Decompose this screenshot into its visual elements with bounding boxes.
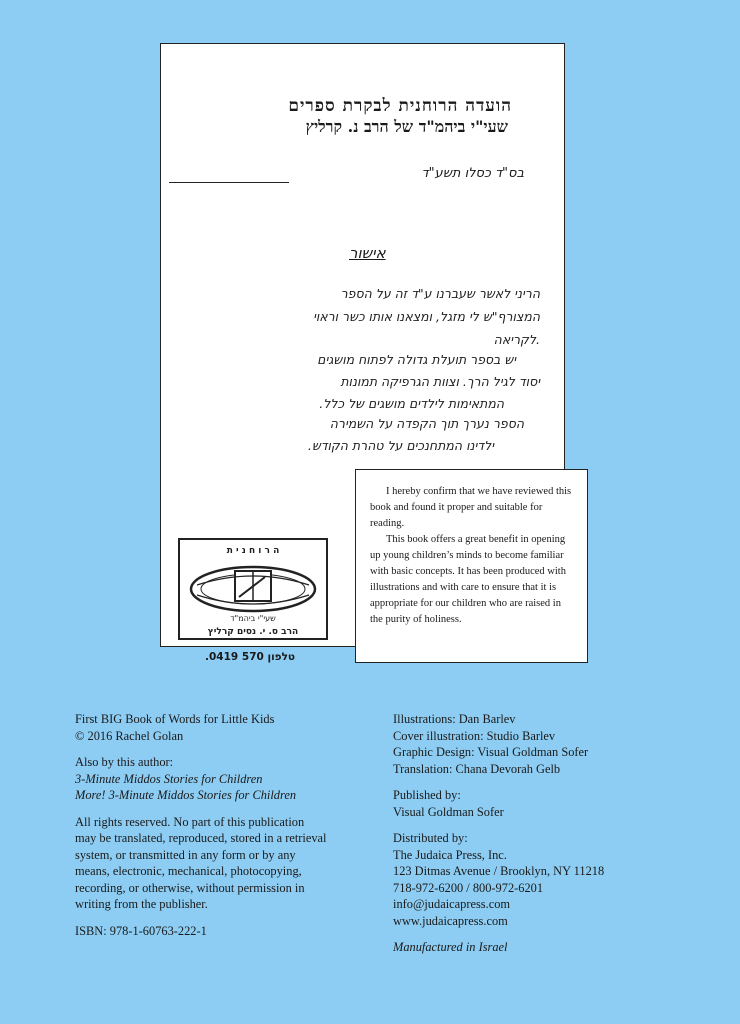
approval-title: אישור	[349, 244, 386, 262]
rabbinical-stamp	[177, 537, 329, 641]
translation-box	[355, 469, 588, 663]
copyright: © 2016 Rachel Golan	[75, 728, 184, 743]
distributor-line: The Judaica Press, Inc.	[393, 847, 507, 862]
distributor-line: 718-972-6200 / 800-972-6201	[393, 880, 544, 895]
letter-line: יסוד לגיל הרך. וצוות הגרפיקה תמונות	[340, 374, 540, 389]
distributor-line: 123 Ditmas Avenue / Brooklyn, NY 11218	[393, 864, 605, 878]
distributor-line: www.judaicapress.com	[393, 913, 508, 928]
svg-text:שעי"י ביהמ"ד: שעי"י ביהמ"ד	[230, 614, 276, 623]
credit-line: Cover illustration: Studio Barlev	[393, 728, 556, 743]
left-column	[75, 711, 375, 939]
letter-date: בס"ד כסלו תשע"ד	[421, 166, 524, 181]
book-title: First BIG Book of Words for Little Kids	[75, 712, 275, 726]
rights-line: may be translated, reproduced, stored in a retrieval	[75, 831, 327, 845]
distributor-line: info@judaicapress.com	[393, 897, 511, 911]
rights-line: system, or transmitted in any form or by any	[75, 847, 296, 862]
translation-paragraph: This book offers a great benefit in opening up young children’s minds to become familiar with basic concepts. It has been produced with illustrations and with care to ensure that it is appropriate for our children who are raised in the purity of holiness.	[370, 534, 566, 625]
stamp-text: הרב ס. י. נסים קרליץ	[207, 627, 299, 637]
translation-paragraph: I hereby confirm that we have reviewed this book and found it proper and suitable for reading.	[370, 486, 572, 529]
credit-line: Illustrations: Dan Barlev	[393, 712, 516, 726]
isbn: ISBN: 978-1-60763-222-1	[75, 923, 207, 938]
letter-heading: הועדה הרוחנית לבקרת ספרים	[288, 96, 512, 116]
credit-line: Translation: Chana Devorah Gelb	[393, 761, 561, 776]
rights-line: All rights reserved. No part of this publication	[75, 814, 305, 829]
letter-phone: טלפון 570 0419.	[205, 651, 296, 663]
right-column	[393, 711, 693, 956]
svg-text:ה ר ו ח נ י ת: ה ר ו ח נ י ת	[226, 546, 280, 556]
distributed-heading: Distributed by:	[393, 831, 468, 845]
also-by-heading: Also by this author:	[75, 755, 174, 769]
credit-line: Graphic Design: Visual Goldman Sofer	[393, 745, 589, 759]
also-by-title: More! 3-Minute Middos Stories for Children	[75, 788, 297, 802]
manufactured-note: Manufactured in Israel	[393, 940, 508, 954]
letter-line: המצורף"ש לי מזגל, ומצאנו אותו כשר וראוי	[313, 309, 540, 324]
rights-line: means, electronic, mechanical, photocopying,	[75, 864, 302, 878]
letter-line: הספר נערך תוך הקפדה על השמירה	[329, 416, 524, 431]
letter-subheading: שעי"י ביהמ"ד של הרב נ. קרליץ	[305, 117, 508, 136]
rights-line: recording, or otherwise, without permission in	[75, 880, 305, 895]
date-underline	[169, 182, 289, 183]
published-heading: Published by:	[393, 788, 461, 802]
letter-line: יש בספר תועלת גדולה לפתוח מושגים	[317, 352, 516, 367]
letter-line: הריני לאשר שעברנו ע"ד זה על הספר	[340, 286, 540, 301]
letter-line: המתאימות לילדים מושגים של כלל.	[319, 396, 504, 411]
rights-line: writing from the publisher.	[75, 897, 208, 911]
also-by-title: 3-Minute Middos Stories for Children	[75, 771, 263, 786]
letter-line: .לקריאה	[493, 332, 540, 347]
publisher: Visual Goldman Sofer	[393, 804, 504, 819]
letter-line: ילדינו המתחנכים על טהרת הקודש.	[307, 438, 494, 453]
